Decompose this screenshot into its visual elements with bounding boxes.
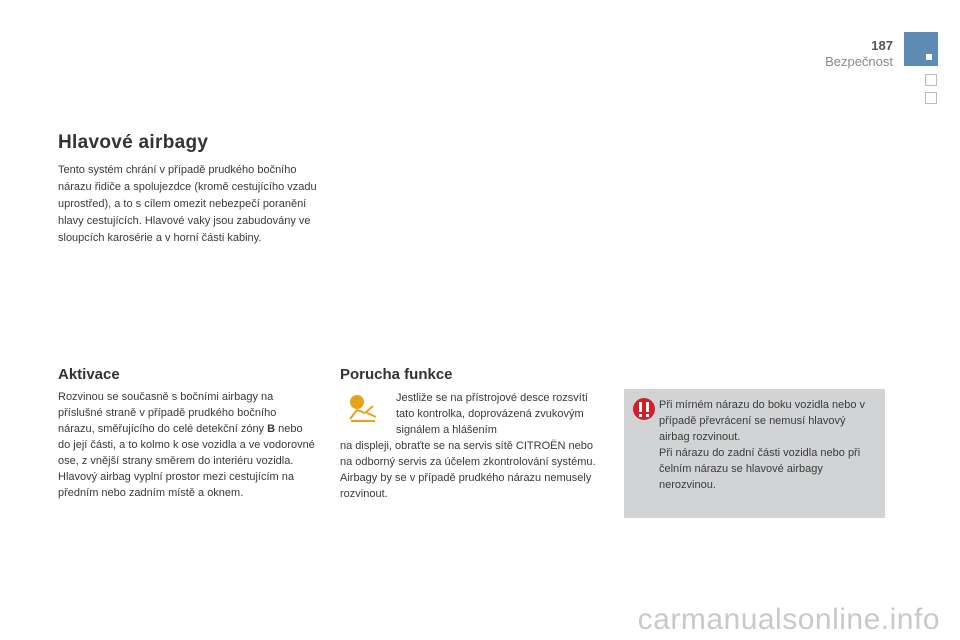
warning-note-box bbox=[624, 389, 885, 518]
zone-letter: B bbox=[267, 423, 276, 435]
note-line-2: Při nárazu do zadní části vozidla nebo při čelním nárazu se hlavové airbagy nerozvinou. bbox=[659, 447, 861, 491]
warning-note-text bbox=[659, 397, 877, 493]
porucha-heading: Porucha funkce bbox=[340, 366, 453, 383]
tab-dot bbox=[926, 54, 932, 60]
section-name: Bezpečnost bbox=[825, 54, 893, 69]
aktivace-text-end: nebo do její části, a to kolmo k ose vozidla a ve vodorovné ose, z vnější strany směrem do interiéru vozidla. Hlavový airbag vyplní prostor mezi cestujícím na předním nebo zadním místě a oknem. bbox=[58, 423, 315, 499]
intro-paragraph: Tento systém chrání v případě prudkého bočního nárazu řidiče a spolujezdce (kromě cestujícího vzadu uprostřed), a to s cílem omezit nebezpečí poranění hlavy cestujících. Hlavové vaky jsou zabudovány ve sloupcích karosérie a v horní části kabiny. bbox=[58, 164, 317, 244]
porucha-text-rest: na displeji, obraťte se na servis sítě CITROËN nebo na odborný servis za účelem zkontrolování systému. Airbagy by se v případě prudkého nárazu nemusely rozvinout. bbox=[340, 440, 596, 500]
exclamation-warning-icon bbox=[632, 397, 656, 421]
porucha-text-indented: Jestliže se na přístrojové desce rozsvítí tato kontrolka, doprovázená zvukovým signálem a hlášením bbox=[396, 392, 588, 436]
note-line-1: Při mírném nárazu do boku vozidla nebo v případě převrácení se nemusí hlavový airbag rozvinout. bbox=[659, 399, 866, 443]
page-title: Hlavové airbagy bbox=[58, 132, 209, 153]
section-tab-empty[interactable] bbox=[925, 92, 937, 104]
aktivace-text-start: Rozvinou se současně s bočními airbagy na příslušné straně v případě prudkého bočního nárazu, směřujícího do celé detekční zóny bbox=[58, 391, 277, 435]
watermark: carmanualsonline.info bbox=[637, 603, 940, 636]
page-number: 187 bbox=[871, 38, 893, 53]
section-tab-empty[interactable] bbox=[925, 74, 937, 86]
porucha-paragraph bbox=[340, 390, 602, 502]
section-tab-active[interactable] bbox=[904, 32, 938, 66]
aktivace-paragraph bbox=[58, 389, 316, 501]
aktivace-heading: Aktivace bbox=[58, 366, 120, 383]
